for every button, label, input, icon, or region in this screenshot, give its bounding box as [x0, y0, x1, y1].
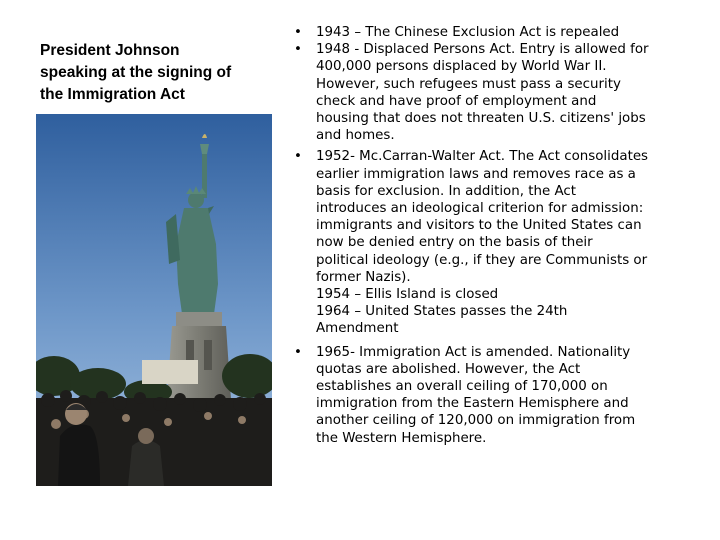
- text-line: 1954 – Ellis Island is closed: [316, 287, 499, 303]
- bullet-icon: •: [294, 344, 302, 360]
- bullet-icon: •: [294, 25, 302, 40]
- text-line: 1948 - Displaced Persons Act. Entry is allowed for: [316, 42, 649, 58]
- caption-line: President Johnson: [40, 42, 180, 59]
- text-line: 1952- Mc.Carran-Walter Act. The Act consolidates: [316, 149, 649, 165]
- caption-line: speaking at the signing of: [40, 64, 232, 81]
- text-line: political ideology (e.g., if they are Communists or: [316, 252, 648, 268]
- text-line: housing that does not threaten U.S. citizens' jobs: [316, 111, 646, 127]
- text-line: Amendment: [316, 321, 399, 337]
- text-line: basis for exclusion. In addition, the Act: [316, 183, 577, 199]
- text-line: and homes.: [316, 128, 395, 144]
- text-line: introduces an ideological criterion for admission:: [316, 201, 644, 217]
- text-line: quotas are abolished. However, the Act: [316, 361, 581, 377]
- text-line: establishes an overall ceiling of 170,000 on: [316, 379, 608, 395]
- text-line: 1965- Immigration Act is amended. Nationality: [316, 344, 631, 360]
- text-line: 400,000 persons displaced by World War II.: [316, 59, 607, 75]
- photo-illustration: [36, 114, 272, 486]
- statue-of-liberty-photo: [36, 114, 272, 486]
- list-item: [291, 24, 691, 41]
- text-line: immigration from the Eastern Hemisphere and: [316, 396, 629, 412]
- list-item: [291, 41, 691, 144]
- photo-caption: [40, 40, 270, 106]
- text-line: However, such refugees must pass a security: [316, 76, 621, 92]
- bullet-icon: •: [294, 42, 302, 58]
- timeline-list: [291, 24, 691, 447]
- text-line: former Nazis).: [316, 269, 411, 285]
- canopy: [142, 360, 198, 384]
- caption-line: the Immigration Act: [40, 86, 185, 103]
- text-line: immigrants and visitors to the United States can: [316, 218, 642, 234]
- text-line: 1943 – The Chinese Exclusion Act is repealed: [316, 25, 620, 40]
- list-item: [291, 148, 691, 337]
- text-line: now be denied entry on the basis of their: [316, 235, 593, 251]
- text-line: earlier immigration laws and removes race as a: [316, 166, 636, 182]
- text-line: the Western Hemisphere.: [316, 430, 487, 446]
- list-item: [291, 344, 691, 447]
- bullet-icon: •: [294, 149, 302, 165]
- text-line: another ceiling of 120,000 on immigration from: [316, 413, 636, 429]
- text-line: check and have proof of employment and: [316, 93, 597, 109]
- text-line: 1964 – United States passes the 24th: [316, 304, 568, 320]
